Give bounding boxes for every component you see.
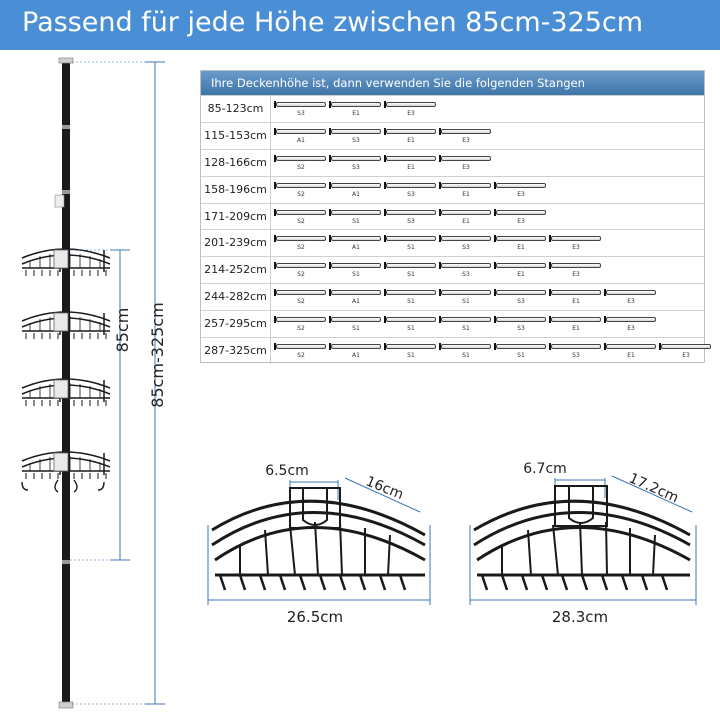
large-side-label: 17.2cm [626, 470, 681, 507]
pole-segment-label: S3 [407, 190, 415, 198]
pole-segment-label: S1 [407, 352, 415, 360]
pole-segment [551, 263, 601, 268]
pole-segment-label: E1 [462, 217, 470, 225]
pole-segment [496, 263, 546, 268]
height-range-label: 85-123cm [201, 96, 271, 122]
pole-segment [276, 129, 326, 134]
pole-segment-label: E1 [517, 271, 525, 279]
height-range-label: 201-239cm [201, 230, 271, 256]
height-range-label: 171-209cm [201, 204, 271, 230]
pole-segment-label: S1 [407, 325, 415, 333]
pole-segment [386, 236, 436, 241]
small-width-label: 26.5cm [286, 608, 344, 626]
pole-segment [331, 344, 381, 349]
pole-segment-label: E1 [572, 325, 580, 333]
pole-segment [276, 236, 326, 241]
pole-segment-label: A1 [352, 190, 360, 198]
table-row [201, 122, 704, 149]
basket-tier-3 [22, 379, 110, 406]
table-row [201, 176, 704, 203]
pole-segment [331, 290, 381, 295]
pole-segment-label: E1 [627, 352, 635, 360]
small-side-label: 16cm [363, 473, 406, 504]
pole-segment [441, 210, 491, 215]
pole-segment-label: S3 [517, 298, 525, 306]
pole-segment [441, 183, 491, 188]
pole-segment [276, 317, 326, 322]
pole-segment [386, 129, 436, 134]
height-range-label: 287-325cm [201, 338, 271, 364]
table-header: Ihre Deckenhöhe ist, dann verwenden Sie die folgenden Stangen [201, 71, 704, 95]
pole-segment [441, 263, 491, 268]
table-row [201, 256, 704, 283]
pole-segment [551, 290, 601, 295]
pole-segment-label: S2 [297, 190, 305, 198]
pole-segment-label: S2 [297, 352, 305, 360]
pole-segment [331, 210, 381, 215]
pole-segment [276, 102, 326, 107]
table-row [201, 95, 704, 122]
pole-segment [331, 129, 381, 134]
pole-segment [276, 344, 326, 349]
pole-segment-label: S1 [352, 271, 360, 279]
pole-segment [661, 344, 711, 349]
pole-segment-label: E3 [572, 244, 580, 252]
pole-segment-label: S3 [517, 325, 525, 333]
pole-segment [386, 210, 436, 215]
pole-segment-label: S3 [462, 271, 470, 279]
pole-segment-label: S3 [462, 244, 470, 252]
pole-segment-label: A1 [352, 244, 360, 252]
table-row [201, 337, 704, 364]
pole-segment-label: S3 [572, 352, 580, 360]
pole-segment-label: S3 [352, 163, 360, 171]
pole-segment-label: S2 [297, 325, 305, 333]
basket-tier-1 [22, 249, 110, 276]
table-row [201, 310, 704, 337]
pole-segment-label: S1 [407, 298, 415, 306]
pole-segment-label: E3 [517, 190, 525, 198]
pole-segment-label: S2 [297, 298, 305, 306]
pole-segment [386, 263, 436, 268]
pole-segment-label: S2 [297, 244, 305, 252]
table-row [201, 229, 704, 256]
pole-segment-label: S1 [352, 217, 360, 225]
pole-segment [496, 290, 546, 295]
pole-segment [496, 210, 546, 215]
pole-segment [386, 290, 436, 295]
pole-segment-label: E3 [627, 298, 635, 306]
height-range-label: 257-295cm [201, 311, 271, 337]
pole-label-short: 85cm [113, 307, 132, 353]
pole-segment [441, 344, 491, 349]
pole-segment-label: A1 [352, 298, 360, 306]
pole-segment [606, 290, 656, 295]
pole-segment-label: E3 [572, 271, 580, 279]
pole-segment-label: E1 [517, 244, 525, 252]
pole-segment-label: E1 [407, 136, 415, 144]
pole-segment [331, 156, 381, 161]
pole-segment [386, 156, 436, 161]
pole-segment-label: S2 [297, 271, 305, 279]
table-rows [201, 95, 704, 364]
pole-segment-label: E1 [572, 298, 580, 306]
pole-segment [276, 183, 326, 188]
pole-segment [441, 129, 491, 134]
table-row [201, 203, 704, 230]
pole-segment [496, 317, 546, 322]
small-depth-label: 6.5cm [265, 463, 309, 479]
pole-segment [551, 317, 601, 322]
height-range-label: 115-153cm [201, 123, 271, 149]
pole-segment [496, 236, 546, 241]
pole-segment [331, 183, 381, 188]
large-depth-label: 6.7cm [523, 461, 567, 477]
height-range-label: 244-282cm [201, 284, 271, 310]
pole-segment-label: S1 [462, 352, 470, 360]
pole-segment-label: S1 [352, 325, 360, 333]
pole-segment [441, 290, 491, 295]
pole-segment-label: S1 [462, 298, 470, 306]
pole-segment-label: S1 [462, 325, 470, 333]
pole-segment-label: E1 [407, 163, 415, 171]
pole-segment [386, 344, 436, 349]
pole-segment-label: E3 [462, 163, 470, 171]
pole-combination-table [200, 70, 705, 363]
pole-segment-label: E3 [627, 325, 635, 333]
pole-segment-label: S3 [352, 136, 360, 144]
pole-segment [331, 317, 381, 322]
pole-segment [606, 317, 656, 322]
pole-segment-label: S1 [517, 352, 525, 360]
pole-segment-label: S1 [407, 271, 415, 279]
pole-segment-label: A1 [352, 352, 360, 360]
pole-segment [551, 344, 601, 349]
pole-segment-label: E3 [682, 352, 690, 360]
table-row [201, 283, 704, 310]
pole-segment [276, 263, 326, 268]
pole-segment-label: S3 [297, 110, 305, 117]
pole-label-range: 85cm-325cm [148, 302, 167, 408]
pole-segment [441, 236, 491, 241]
height-range-label: 158-196cm [201, 177, 271, 203]
pole-segment [496, 344, 546, 349]
pole-segment [331, 236, 381, 241]
height-range-label: 214-252cm [201, 257, 271, 283]
basket-tier-2 [22, 312, 110, 339]
pole-segment-label: S2 [297, 217, 305, 225]
banner-title: Passend für jede Höhe zwischen 85cm-325cm [22, 7, 644, 38]
pole-segment [331, 263, 381, 268]
pole-segment-label: E1 [352, 110, 360, 117]
pole-segment [386, 317, 436, 322]
pole-segment [276, 290, 326, 295]
pole-segment-label: S2 [297, 163, 305, 171]
pole-segment [331, 102, 381, 107]
pole-dimension-short [70, 250, 130, 560]
pole-segment [276, 210, 326, 215]
pole-segment-label: E1 [462, 190, 470, 198]
pole-segment-label: E3 [462, 136, 470, 144]
pole-segment [496, 183, 546, 188]
pole-segment [276, 156, 326, 161]
pole-segment [441, 317, 491, 322]
pole-segment-label: E3 [407, 110, 415, 117]
pole-segment [606, 344, 656, 349]
pole-segment-label: E3 [517, 217, 525, 225]
large-width-label: 28.3cm [551, 608, 609, 626]
pole-segment [386, 102, 436, 107]
pole-segment [441, 156, 491, 161]
pole-segment-label: S3 [407, 217, 415, 225]
pole-segment [386, 183, 436, 188]
height-range-label: 128-166cm [201, 150, 271, 176]
pole-segment [551, 236, 601, 241]
pole-segment-label: A1 [297, 136, 305, 144]
table-row [201, 149, 704, 176]
pole-segment-label: S1 [407, 244, 415, 252]
